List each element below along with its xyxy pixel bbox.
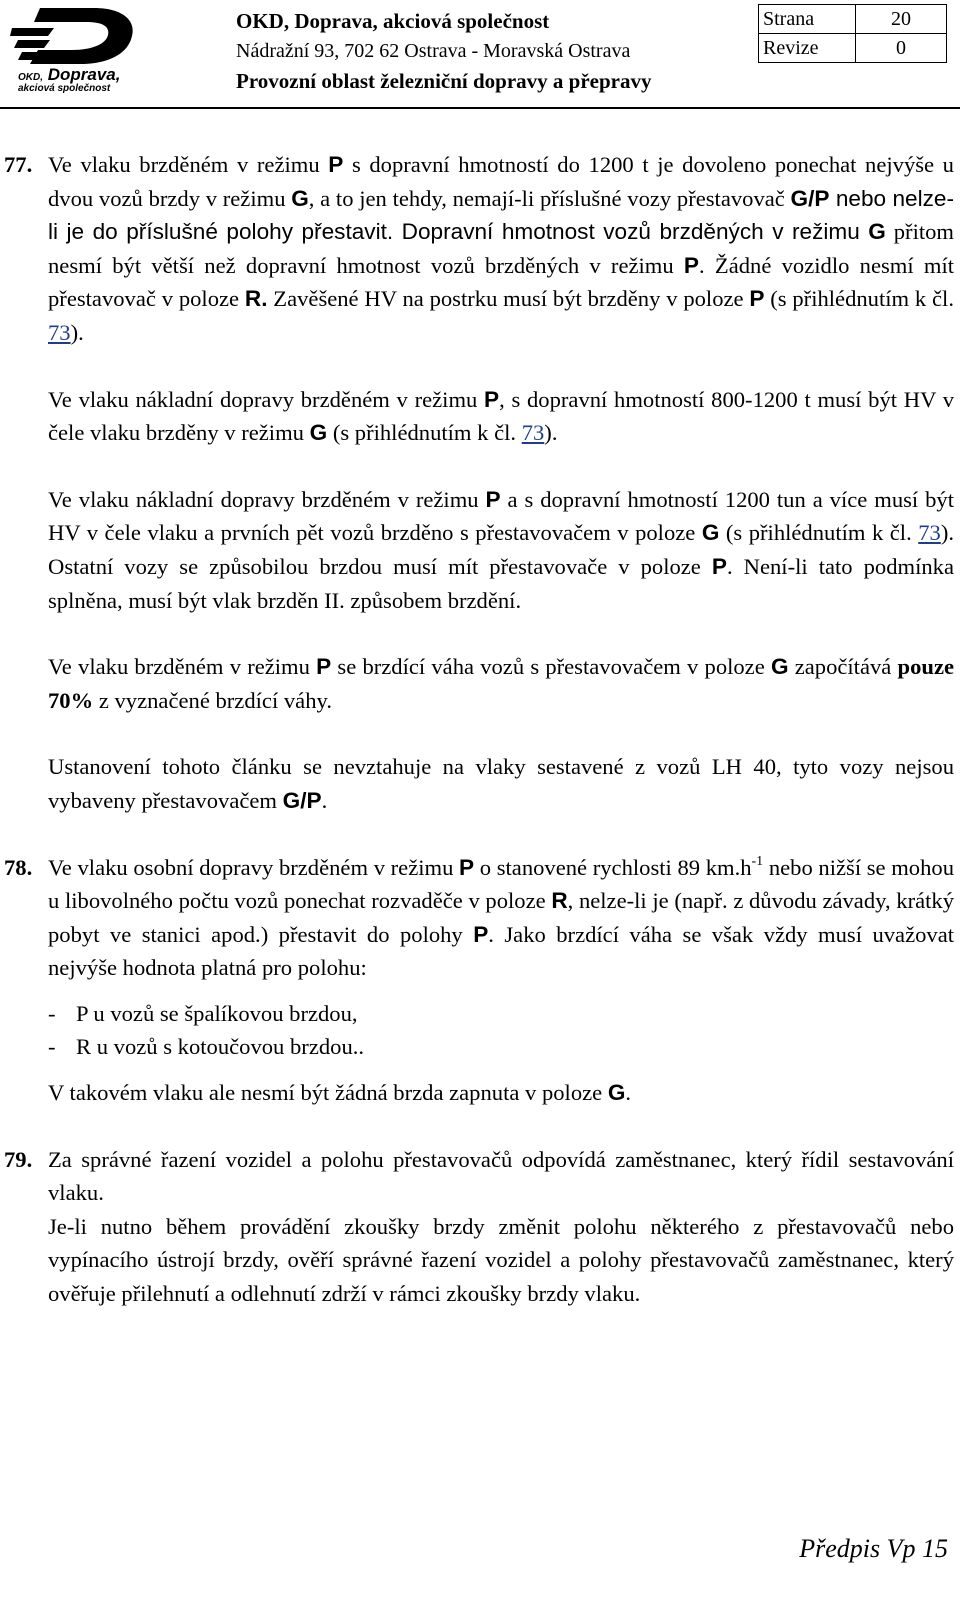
article-73-link[interactable]: 73: [918, 520, 941, 546]
text-run: přitom nesmí být větší než dopravní hmotnost vozů brzděných v režimu: [48, 219, 954, 278]
brake-mode-p: P: [328, 152, 344, 177]
paragraph: [48, 750, 954, 817]
logo-doprava-text: Doprava,: [43, 65, 121, 84]
company-address: Nádražní 93, 702 62 Ostrava - Moravská Ostrava: [236, 40, 631, 62]
text-run: . Žádné vozidlo nesmí mít přestavovač v poloze: [48, 252, 955, 312]
brake-mode-g: G: [770, 654, 789, 680]
article-number: 77.: [4, 152, 33, 177]
company-name: OKD, Doprava, akciová společnost: [236, 9, 550, 33]
footer-regulation-name: Předpis Vp 15: [799, 1534, 948, 1563]
text-run: z vyznačené brzdící váhy.: [93, 687, 332, 713]
brake-mode-r: R: [551, 888, 568, 914]
exponent: -1: [751, 853, 764, 869]
revize-value: 0: [856, 34, 947, 63]
text-run: (s přihlédnutím k čl.: [327, 420, 522, 446]
paragraph: [48, 383, 954, 450]
brake-mode-p: P: [484, 386, 500, 412]
text-run: . Jako brzdící váha se však vždy musí uvažovat nejvýše hodnota platná pro polohu:: [48, 921, 954, 981]
brake-mode-p: P: [485, 486, 501, 512]
company-info: [236, 6, 652, 96]
revize-label: Revize: [759, 34, 856, 63]
text-run: Ustanovení tohoto článku se nevztahuje na vlaky sestavené z vozů LH 40, tyto vozy nejsou vybaveny přestavovačem: [48, 754, 954, 813]
text-run: s dopravní hmotností do 1200 t je dovoleno ponechat nejvýše u dvou vozů brzdy v režimu: [48, 152, 954, 211]
text-run: ).: [544, 420, 558, 446]
paragraph: [48, 1076, 954, 1110]
brake-mode-p: P: [711, 553, 727, 579]
logo-subtitle-text: akciová společnost: [18, 83, 111, 94]
brake-mode-r: R.: [244, 286, 268, 312]
list-dash: -: [48, 1000, 56, 1026]
logo-wordmark: [18, 66, 120, 94]
header-divider: [0, 107, 960, 109]
text-run: Zavěšené HV na postrku musí být brzděny v poloze: [267, 286, 750, 312]
paragraph: [48, 650, 954, 717]
text-run: Ve vlaku brzděném v režimu: [48, 654, 317, 680]
text-run: a s dopravní hmotností 1200 tun a více musí být HV v čele vlaku a prvních pět vozů brzděno s přestavovačem v poloze: [48, 486, 954, 546]
text-run: .: [625, 1080, 632, 1106]
paragraph: [48, 148, 954, 350]
meta-row-revize: [759, 34, 947, 63]
brake-mode-p: P: [749, 286, 765, 312]
text-run: Ve vlaku nákladní dopravy brzděném v režimu: [48, 486, 486, 512]
brake-mode-p: P: [473, 921, 489, 947]
article-number: 78.: [4, 854, 33, 880]
text-run: Ve vlaku nákladní dopravy brzděném v režimu: [48, 386, 485, 412]
page-meta-table: [758, 4, 947, 63]
brake-mode-g: G: [701, 520, 720, 546]
brake-mode-p: P: [459, 854, 475, 880]
logo-mark-icon: [10, 2, 142, 66]
document-body: [4, 148, 955, 1311]
brake-mode-gp: G/P: [282, 787, 322, 813]
article-73-link[interactable]: 73: [521, 420, 545, 446]
emphasis-70-percent: pouze 70%: [48, 654, 955, 713]
brake-mode-g: G: [291, 185, 309, 211]
text-run: ). Ostatní vozy se způsobilou brzdou musí mít přestavovače v poloze: [48, 520, 955, 579]
list-item-text: P u vozů se špalíkovou brzdou,: [76, 1000, 358, 1026]
meta-row-strana: [759, 5, 947, 34]
brake-mode-g: G: [309, 420, 328, 446]
list-item-text: R u vozů s kotoučovou brzdou..: [76, 1034, 365, 1060]
article-number: 79.: [4, 1146, 33, 1172]
list-dash: -: [48, 1034, 56, 1060]
text-run: nebo nižší se mohou u libovolného počtu vozů ponechat rozvaděče v poloze: [48, 854, 954, 914]
text-run: , s dopravní hmotností 800-1200 t musí být HV v čele vlaku brzděny v režimu: [48, 386, 954, 446]
company-logo: [10, 2, 142, 98]
brake-mode-gp: G/P: [790, 185, 830, 211]
text-run: o stanovené rychlosti 89 km.h: [474, 854, 752, 880]
paragraph: [48, 851, 954, 985]
company-division: Provozní oblast železniční dopravy a přepravy: [236, 69, 652, 93]
text-run: ).: [70, 319, 84, 345]
text-run: (s přihlédnutím k čl.: [764, 286, 954, 312]
list-item: [48, 1030, 954, 1064]
brake-position-list: [48, 997, 954, 1064]
text-run: .: [321, 787, 328, 813]
brake-mode-g: G: [607, 1080, 626, 1106]
text-run: Ve vlaku brzděném v režimu: [48, 152, 329, 177]
text-run: , nelze-li je (např. z důvodu závady, krátký pobyt ve stanici apod.) přestavit do polohy: [48, 888, 954, 947]
strana-label: Strana: [759, 5, 856, 34]
brake-mode-p: P: [316, 654, 332, 680]
text-run: Ve vlaku osobní dopravy brzděném v režimu: [48, 854, 460, 880]
article-77: [4, 148, 955, 818]
text-run: započítává: [788, 654, 898, 680]
brake-mode-p: P: [683, 252, 699, 278]
paragraph: Je-li nutno během provádění zkoušky brzdy změnit polohu některého z přestavovačů nebo vypínacího ústrojí brzdy, ověří správné řazení vozidel a polohy přestavovačů zaměstnanec, který ověřuje přilehnutí a odlehnutí zdrží v rámci zkoušky brzdy vlaku.: [48, 1213, 954, 1307]
page-header: [0, 0, 960, 112]
strana-value: 20: [856, 5, 947, 34]
text-run: , a to jen tehdy, nemají-li příslušné vozy přestavovač: [308, 185, 791, 211]
brake-mode-g: G: [868, 219, 886, 245]
list-item: [48, 997, 954, 1031]
logo-okd-text: OKD,: [18, 72, 43, 83]
article-78: [4, 851, 954, 1110]
text-run: (s přihlédnutím k čl.: [719, 520, 919, 546]
article-73-link[interactable]: 73: [48, 319, 71, 345]
paragraph: [48, 483, 954, 617]
text-run: se brzdící váha vozů s přestavovačem v poloze: [331, 654, 771, 680]
paragraph: Za správné řazení vozidel a polohu přestavovačů odpovídá zaměstnanec, který řídil sestavování vlaku.: [48, 1146, 954, 1206]
text-run: nebo nelze-li je do příslušné polohy přestavit. Dopravní hmotnost vozů brzděných v režimu: [48, 185, 954, 245]
text-run: V takovém vlaku ale nesmí být žádná brzda zapnuta v poloze: [48, 1080, 608, 1106]
text-run: . Není-li tato podmínka splněna, musí být vlak brzděn II. způsobem brzdění.: [48, 553, 954, 613]
article-79: [4, 1143, 954, 1311]
